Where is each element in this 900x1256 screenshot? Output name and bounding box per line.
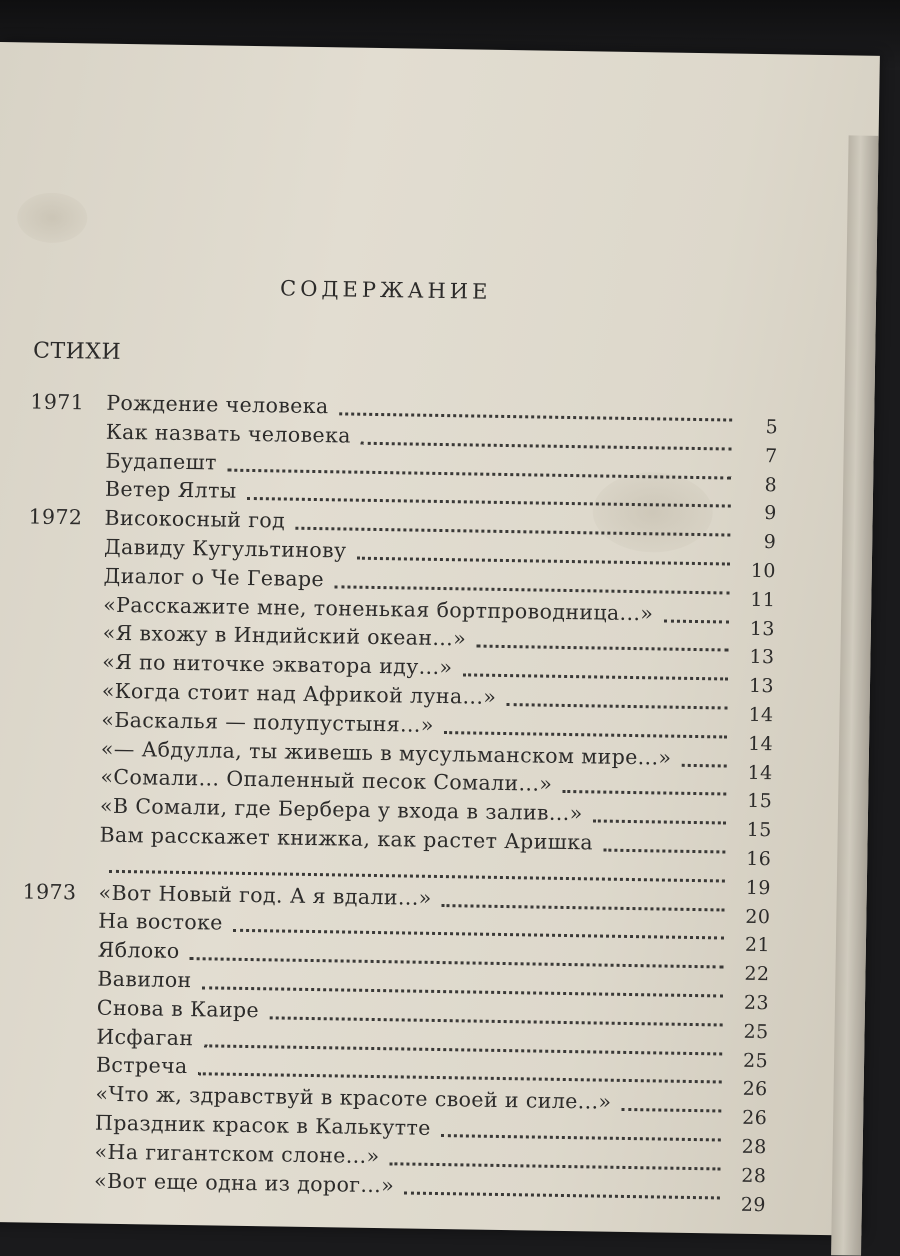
table-of-contents: [0, 386, 894, 1216]
toc-title: «Вот еще одна из дорог...»: [93, 1168, 395, 1197]
toc-title: «Я вхожу в Индийский океан...»: [102, 621, 467, 651]
toc-page-number: 22: [744, 962, 770, 986]
toc-page-number: 14: [747, 761, 773, 784]
toc-page-number: 13: [749, 646, 775, 669]
toc-page-number: 25: [742, 1049, 769, 1072]
toc-title: «В Сомали, где Бербера у входа в залив...»: [99, 793, 583, 826]
toc-page-number: 10: [750, 559, 776, 583]
toc-title: Ветер Ялты: [104, 477, 237, 504]
toc-page-number: 5: [765, 416, 779, 439]
toc-page-number: 25: [743, 1020, 769, 1043]
toc-title: Високосный год: [104, 505, 286, 533]
toc-page-number: 20: [745, 905, 771, 928]
toc-title: «Что ж, здравствуй в красоте своей и силе...»: [95, 1081, 612, 1114]
toc-title: Яблоко: [97, 937, 180, 964]
dot-leader: [404, 1161, 720, 1199]
toc-page-number: 9: [764, 502, 777, 525]
toc-title: «— Абдулла, ты живешь в мусульманском мире...»: [100, 736, 672, 770]
toc-title: «Баскалья — полупустыня...»: [101, 707, 434, 737]
toc-title: «Расскажите мне, тоненькая бортпроводница...»: [102, 592, 654, 625]
contents-heading: СОДЕРЖАНИЕ: [279, 276, 492, 304]
toc-year: 1973: [22, 879, 77, 904]
toc-page-number: 28: [741, 1135, 767, 1159]
toc-title: Вам расскажет книжка, как растет Аришка: [99, 822, 594, 855]
toc-title: Исфаган: [96, 1024, 194, 1050]
toc-title: «На гигантском слоне...»: [94, 1139, 380, 1168]
toc-page-number: 26: [742, 1078, 768, 1101]
toc-page-number: 21: [744, 934, 771, 957]
section-title: СТИХИ: [32, 338, 122, 365]
toc-page-number: 26: [742, 1106, 768, 1130]
toc-title: Диалог о Че Геваре: [103, 563, 325, 591]
toc-title: Как назвать человека: [105, 419, 352, 448]
toc-title: На востоке: [98, 909, 223, 935]
toc-page-number: 16: [746, 847, 772, 871]
toc-year: 1972: [28, 504, 83, 530]
toc-title: «Я по ниточке экватора иду...»: [102, 649, 453, 680]
toc-page-number: 14: [748, 703, 774, 727]
toc-page-number: 7: [764, 444, 778, 468]
toc-title: Вавилон: [97, 966, 192, 993]
toc-page-number: 9: [763, 531, 777, 554]
book-page: [0, 42, 880, 1236]
toc-year: 1971: [30, 389, 85, 415]
toc-title: Встреча: [95, 1053, 188, 1079]
toc-page-number: 15: [747, 790, 773, 813]
toc-page-number: 15: [746, 819, 772, 842]
toc-title: Будапешт: [105, 448, 217, 475]
paper-stain: [17, 192, 88, 243]
toc-title: «Сомали... Опаленный песок Сомали...»: [100, 765, 553, 797]
toc-title: Праздник красок в Калькутте: [94, 1110, 431, 1140]
toc-page-number: 13: [749, 617, 776, 640]
toc-page-number: 8: [764, 473, 778, 496]
toc-page-number: 23: [743, 991, 770, 1015]
toc-page-number: 11: [750, 588, 776, 612]
toc-title: Снова в Каире: [96, 995, 260, 1022]
toc-title: «Вот Новый год. А я вдали...»: [98, 880, 432, 910]
toc-page-number: 14: [747, 732, 774, 756]
toc-title: Давиду Кугультинову: [103, 534, 347, 563]
toc-page-number: 19: [745, 876, 771, 900]
toc-title: Рождение человека: [106, 390, 329, 419]
toc-title: «Когда стоит над Африкой луна...»: [101, 678, 497, 709]
toc-page-number: 29: [740, 1193, 767, 1216]
toc-page-number: 13: [748, 675, 775, 698]
toc-page-number: 28: [741, 1164, 767, 1187]
